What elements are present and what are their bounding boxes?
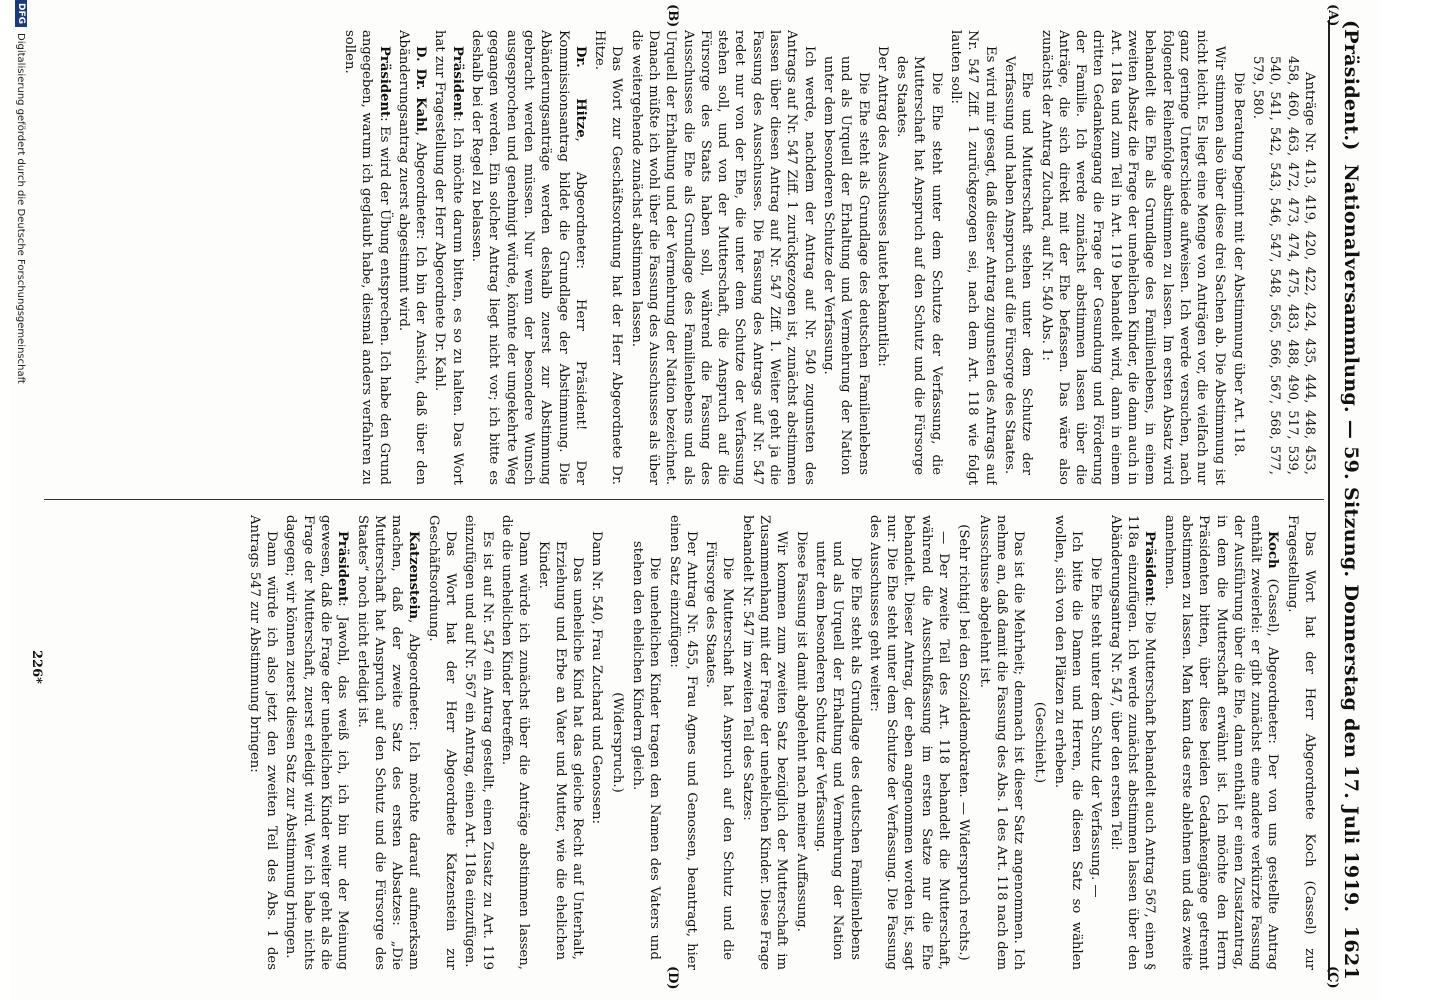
paragraph-text: : Es wird der Übung entsprechen. Ich habe den Grund angegeben, warum ich geglaubt habe, diesmal anders verfahren zu sollen. [341, 30, 392, 485]
left-text-column [38, 30, 1318, 485]
paragraph-text: Wir kommen zum zweiten Satz bezüglich der Mutterschaft im Zusammenhang mit der Frage der unehelichen Kinder. Diese Frage behandelt Nr. 547 im zweiten Teil des Satzes: [739, 515, 790, 970]
margin-marker-b: (B) [665, 4, 680, 28]
paragraph [1106, 515, 1158, 970]
paragraph [591, 30, 626, 485]
dfg-logo-icon: DFG [15, 0, 27, 27]
paragraph-text: Dann würde ich also jetzt den zweiten Teil des Abs. 1 des Antrags 547 zur Abstimmung bringen: [246, 515, 280, 970]
margin-marker-a: (A) [1325, 4, 1340, 27]
paragraph-text: Der Antrag des Ausschusses lautet bekanntlich: [874, 46, 890, 367]
paragraph-text: Es ist auf Nr. 547 ein Antrag gestellt, einen Zusatz zu Art. 119 einzufügen und auf Nr. 567 ein Antrag, einen Art. 118a einzufügen. [462, 515, 495, 970]
paragraph [975, 515, 1027, 970]
paragraph-text: : Jawohl, das weiß ich, ich bin nur der Meinung gewesen, daß die Frage der unehelichen Kinder weiter geht als die Frage der Mutterschaft, zuerst erledigt wird. Wer ich habe nichts dagegen; wir können zuerst diesen Satz zur Abstimmung bringen. [283, 515, 351, 970]
paragraph-text: Ich werde, nachdem der Antrag auf Nr. 540 zugunsten des Antrags auf Nr. 547 Ziff. 1 zurückgezogen ist, zunächst abstimmen lassen über diesen Antrag auf Nr. 547 Ziff. 1. Weiter geht ja die Fassung des Ausschusses. Die Fassung des Antrags auf Nr. 547 redet nur von der Ehe, die unter dem Schutze der Verfassung stehen soll, und von der Mutterschaft, die Anspruch auf die Fürsorge des Staats haben soll, während die Fassung des Ausschusses die Ehe als Grundlage des Familienlebens und als Urquell der Erhaltung und der Vermehrung der Nation bezeichnet. Danach müßte ich wohl über die Fassung des Ausschusses als über die weitergehende zunächst abstimmen lassen. [628, 30, 817, 485]
paragraph [1051, 515, 1086, 970]
paragraph-text: Das Wort zur Geschäftsordnung hat der Herr Abgeordnete Dr. Hitze. [592, 30, 625, 485]
paragraph [461, 515, 496, 970]
paragraph [812, 515, 864, 970]
paragraph [627, 30, 817, 485]
paragraph-text: Die Ehe steht als Grundlage des deutschen Familienlebens und als Urquell der Erhaltung und Vermehrung der Nation unter dem besonderen Schutz der Verfassung. [812, 541, 863, 960]
page-number: 1621 [1340, 925, 1362, 980]
speaker-name: Katzenstein [406, 531, 422, 620]
paragraph [702, 515, 737, 970]
paragraph [498, 515, 533, 970]
paragraph [534, 515, 586, 970]
paragraph-text: : Ich möchte darum bitten, es so zu halten. Das Wort hat zur Fragestellung der Herr Abgeordnete Dr. Kahl. [432, 30, 465, 485]
paragraph [1087, 515, 1104, 970]
speaker-name: D. Dr. Kahl [413, 46, 429, 132]
paragraph-text: Dann würde ich zunächst über die Anträge abstimmen lassen, die die unehelichen Kinder betreffen. [498, 515, 532, 970]
paragraph [424, 515, 459, 970]
paragraph-text: (Widerspruch.) [609, 692, 625, 793]
paragraph [1283, 515, 1318, 970]
paragraph-text: Die Mutterschaft hat Anspruch auf den Schutz und die Fürsorge des Staates. [703, 541, 736, 960]
paragraph-text: Der Antrag Nr. 455, Frau Agnes und Genossen, beantragt, hier einen Satz einzufügen: [666, 515, 699, 970]
page-footer-signature: 226* [29, 650, 44, 684]
paragraph-text: (Geschieht.) [1031, 701, 1047, 784]
paragraph-text: Die Ehe steht als Grundlage des deutschen Familienlebens und als Urquell der Erhaltung und Vermehrung der Nation unter dem besonderen Schutze der Verfassung. [820, 56, 871, 475]
speaker-name: Präsident [1142, 531, 1158, 603]
paragraph [1230, 30, 1247, 485]
paragraph [431, 30, 466, 485]
paragraph [866, 515, 952, 970]
paragraph-text: Die Beratung beginnt mit der Abstimmung über Art. 118. [1230, 72, 1246, 457]
paragraph-text: Das Wort hat der Herr Abgeordnete Koch (Cassel) zur Fragestellung. [1284, 515, 1317, 970]
margin-marker-c: (C) [1325, 966, 1340, 989]
paragraph [1249, 30, 1318, 485]
paragraph-text: Das ist die Mehrheit; demnach ist dieser Satz angenommen. Ich nehme an, daß damit die Fassung des Abs. 1 des Art. 118 nach dem Ausschusse abgelehnt ist. [976, 515, 1027, 970]
header-title: Nationalversammlung. — 59. Sitzung. Donnerstag den 17. Juli 1919. [1340, 164, 1362, 913]
paragraph [947, 30, 999, 485]
paragraph-text: Diese Fassung ist damit abgelehnt nach meiner Auffassung. [793, 531, 809, 932]
paragraph [1037, 30, 1227, 485]
paragraph [893, 30, 945, 485]
paragraph-text: Die unehelichen Kinder tragen den Namen des Vaters und stehen den ehelichen Kindern gleich. [630, 541, 663, 960]
header-left-label: (Präsident.) [1340, 20, 1362, 151]
digitization-note: Digitalisierung gefördert durch die Deutsche Forschungsgemeinschaft [15, 33, 27, 384]
paragraph-text: Ehe und Mutterschaft stehen unter dem Schutze der Verfassung und haben Anspruch auf die Fürsorge des Staates. [1001, 56, 1035, 475]
speaker-name: Koch [1265, 531, 1281, 569]
paragraph-text: : Die Mutterschaft behandelt auch Antrag 567, einen § 118a einzufügen. Ich werde zunächst abstimmen lassen über den Abänderungsantrag Nr. 547, über den ersten Teil: [1107, 515, 1158, 970]
column-divider [44, 499, 1324, 500]
paragraph-text: , Abgeordneter: Ich möchte darauf aufmerksam machen, daß der zweite Satz des ersten Absatzes: „Die Mutterschaft hat Anspruch auf den Schutz und die Fürsorge des Staates“ noch nicht erledigt ist. [354, 515, 422, 970]
paragraph-text: Dann Nr. 540, Frau Zuchard und Genossen: [589, 531, 605, 824]
paragraph [955, 515, 972, 970]
speaker-name: Präsident [376, 46, 392, 118]
speaker-name: Dr. Hitze [572, 46, 588, 138]
digitization-credit [14, 0, 28, 990]
paragraph [341, 30, 393, 485]
paragraph-text: Anträge Nr. 413, 419, 420, 422, 424, 435, 444, 448, 453, 458, 460, 463, 472, 473, 474, 475, 483, 488, 490, 517, 539, 540, 541, 542, 543, 546, 547, 548, 565, 566, 567, 568, 577, 579, 580. [1250, 56, 1317, 475]
paragraph-text: — Der zweite Teil des Art. 118 behandelt die Mutterschaft, während die Ausschußfassung im ersten Satze nur die Ehe behandelt. Dieser Antrag, der eben angenommen worden ist, sagt nur: Die Ehe steht unter dem Schutze der Verfassung. Die Fassung des Ausschusses geht weiter: [866, 515, 952, 970]
paragraph-text: (Cassel), Abgeordneter: Der von uns gestellte Antrag enthält zweierlei: er gibt zunächst eine andere verkürzte Fassung der Ausführung über die Ehe, dann enthält er einen Zusatzantrag, in dem die Mutterschaft erwähnt ist. Ich möchte den Herrn Präsidenten bitten, über diese beiden Gedankengänge getrennt abstimmen zu lassen. Man kann das erste ablehnen und das zweite annehmen. [1161, 515, 1281, 970]
paragraph [1160, 515, 1281, 970]
paragraph-text: Das Wort hat der Herr Abgeordnete Katzenstein zur Geschäftsordnung. [425, 515, 459, 970]
paragraph-text: Die Ehe steht unter dem Schutz der Verfassung. — [1088, 557, 1104, 898]
page-header [1334, 20, 1368, 980]
paragraph-text: Wir stimmen also über diese drei Sachen ab. Die Abstimmung ist nicht leicht. Es liegt eine Menge von Anträgen vor, die vielfach nur ganz geringe Unterschiede aufweisen. Ich werde versuchen, nach folgender Reihenfolge abstimmen zu lassen. Im ersten Absatz wird behandelt die Ehe als Grundlage des Familienlebens, in einem zweiten Absatz die Frage der unehelichen Kinder, die dann auch in Art. 118a und zum Teil in Art. 119 behandelt wird, dann in einem dritten Gedankengang die Frage der Gesundung und Förderung der Familie. Ich werde zunächst abstimmen lassen über die Anträge, die sich direkt mit der Ehe befassen. Das wäre also zunächst der Antrag Zuchard, auf Nr. 540 Abs. 1: [1038, 30, 1227, 485]
paragraph-text: , Abgeordneter: Herr Präsident! Der Kommissionsantrag bildet die Grundlage der Abstimmung. Die Abänderungsanträge werden deshalb zuerst zur Abstimmung gebracht werden müssen. Nur wenn der besondere Wunsch ausgesprochen und genehmigt würde, könnte der umgekehrte Weg gegangen werden. Ein solcher Antrag liegt nicht vor; ich bitte es deshalb bei der Regel zu belassen. [469, 30, 588, 485]
paragraph [820, 30, 872, 485]
paragraph [353, 515, 422, 970]
speaker-name: Präsident [449, 46, 465, 118]
paragraph [792, 515, 809, 970]
paragraph-text: Das uneheliche Kind hat das gleiche Recht auf Unterhalt, Erziehung und Erbe an Vater und Mutter, wie die ehelichen Kinder. [535, 541, 586, 960]
paragraph [608, 515, 625, 970]
paragraph-text: Ich bitte die Damen und Herren, die diesen Satz so wählen wollen, sich von den Plätzen zu erheben. [1051, 515, 1085, 970]
paragraph-text: , Abgeordneter: Ich bin der Ansicht, daß über den Abänderungsantrag zuerst abgestimmt wird. [395, 30, 429, 485]
paragraph [588, 515, 605, 970]
speaker-name: Präsident [335, 531, 351, 603]
paragraph [629, 515, 664, 970]
paragraph [468, 30, 589, 485]
margin-marker-d: (D) [665, 966, 680, 990]
paragraph-text: (Sehr richtig! bei den Sozialdemokraten. — Widerspruch rechts.) [956, 524, 972, 961]
paragraph [1001, 30, 1036, 485]
paragraph [282, 515, 351, 970]
rotated-newspaper-page [10, 0, 1380, 1000]
paragraph [395, 30, 430, 485]
paragraph [665, 515, 700, 970]
paragraph-text: Die Ehe steht unter dem Schutze der Verfassung, die Mutterschaft hat Anspruch auf den Schutz und die Fürsorge des Staates. [894, 56, 944, 475]
paragraph [874, 30, 891, 485]
paragraph [245, 515, 280, 970]
paragraph [739, 515, 791, 970]
right-text-column [38, 515, 1318, 970]
paragraph-text: Es wird mir gesagt, daß dieser Antrag zugunsten des Antrags auf Nr. 547 Ziff. 1 zurückgezogen sei, nach dem Art. 118 wie folgt lauten soll: [948, 30, 998, 485]
header-rule [1328, 20, 1330, 980]
paragraph [1030, 515, 1047, 970]
